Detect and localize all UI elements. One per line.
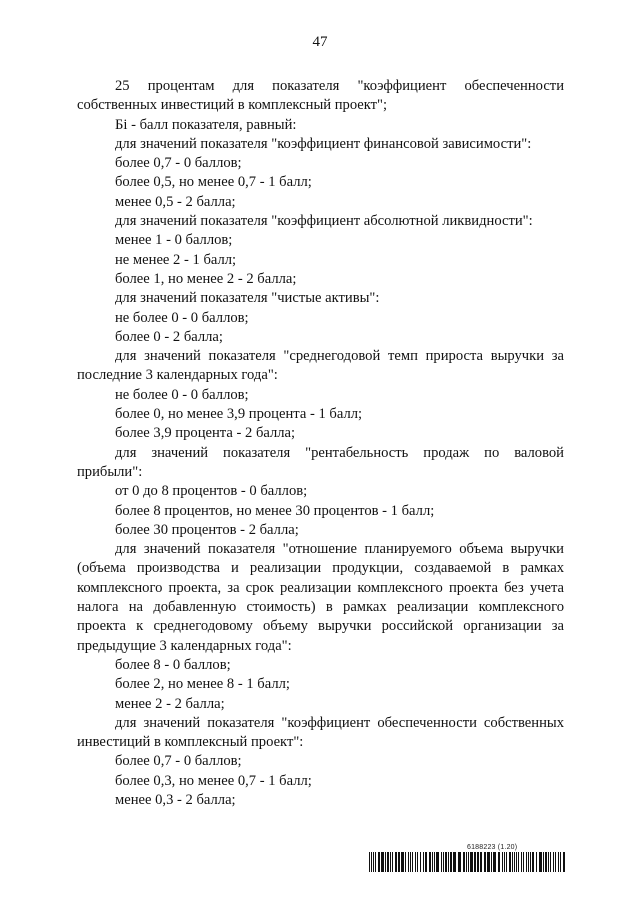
- paragraph: более 0 - 2 балла;: [115, 328, 223, 345]
- paragraph: более 30 процентов - 2 балла;: [115, 521, 299, 538]
- barcode-image: [369, 852, 565, 872]
- paragraph: для значений показателя "отношение планируемого объема выручки (объема производства и реализации продукции, создаваемой в рамках комплексного проекта, за срок реализации комплексного проекта без учета налога на добавленную стоимость) в рамках реализации комплексного проекта к среднегодовому объему выручки российской организации за предыдущие 3 календарных года":: [77, 541, 564, 654]
- paragraph: для значений показателя "коэффициент обеспеченности собственных инвестиций в комплексный проект":: [77, 714, 564, 751]
- paragraph: не менее 2 - 1 балл;: [115, 251, 237, 268]
- paragraph: более 8 - 0 баллов;: [115, 656, 231, 673]
- paragraph: более 0,7 - 0 баллов;: [115, 155, 242, 172]
- paragraph: для значений показателя "среднегодовой темп прироста выручки за последние 3 календарных года":: [77, 348, 564, 384]
- paragraph: менее 2 - 2 балла;: [115, 695, 225, 712]
- paragraph: более 8 процентов, но менее 30 процентов - 1 балл;: [115, 502, 435, 519]
- paragraph: для значений показателя "коэффициент абсолютной ликвидности":: [115, 213, 533, 230]
- paragraph: менее 0,5 - 2 балла;: [115, 193, 236, 210]
- paragraph: для значений показателя "чистые активы":: [115, 290, 380, 307]
- document-body: [77, 77, 564, 810]
- paragraph: более 0,5, но менее 0,7 - 1 балл;: [115, 174, 312, 191]
- paragraph: не более 0 - 0 баллов;: [115, 309, 249, 326]
- paragraph: для значений показателя "рентабельность продаж по валовой прибыли":: [77, 444, 564, 480]
- paragraph: более 1, но менее 2 - 2 балла;: [115, 270, 297, 287]
- paragraph: более 3,9 процента - 2 балла;: [115, 425, 296, 442]
- paragraph: более 0,7 - 0 баллов;: [115, 753, 242, 770]
- paragraph: менее 0,3 - 2 балла;: [115, 791, 236, 808]
- paragraph: от 0 до 8 процентов - 0 баллов;: [115, 483, 308, 500]
- paragraph: более 0,3, но менее 0,7 - 1 балл;: [115, 772, 312, 789]
- page-number: 47: [312, 34, 328, 50]
- paragraph: не более 0 - 0 баллов;: [115, 386, 249, 403]
- paragraph: более 2, но менее 8 - 1 балл;: [115, 676, 290, 693]
- barcode-label: 6188223 (1.20): [467, 844, 518, 851]
- paragraph: менее 1 - 0 баллов;: [115, 232, 233, 249]
- paragraph: для значений показателя "коэффициент финансовой зависимости":: [115, 135, 532, 152]
- paragraph: 25 процентам для показателя "коэффициент обеспеченности собственных инвестиций в комплексный проект";: [77, 78, 564, 114]
- paragraph: более 0, но менее 3,9 процента - 1 балл;: [115, 406, 363, 423]
- paragraph: Бi - балл показателя, равный:: [115, 116, 297, 133]
